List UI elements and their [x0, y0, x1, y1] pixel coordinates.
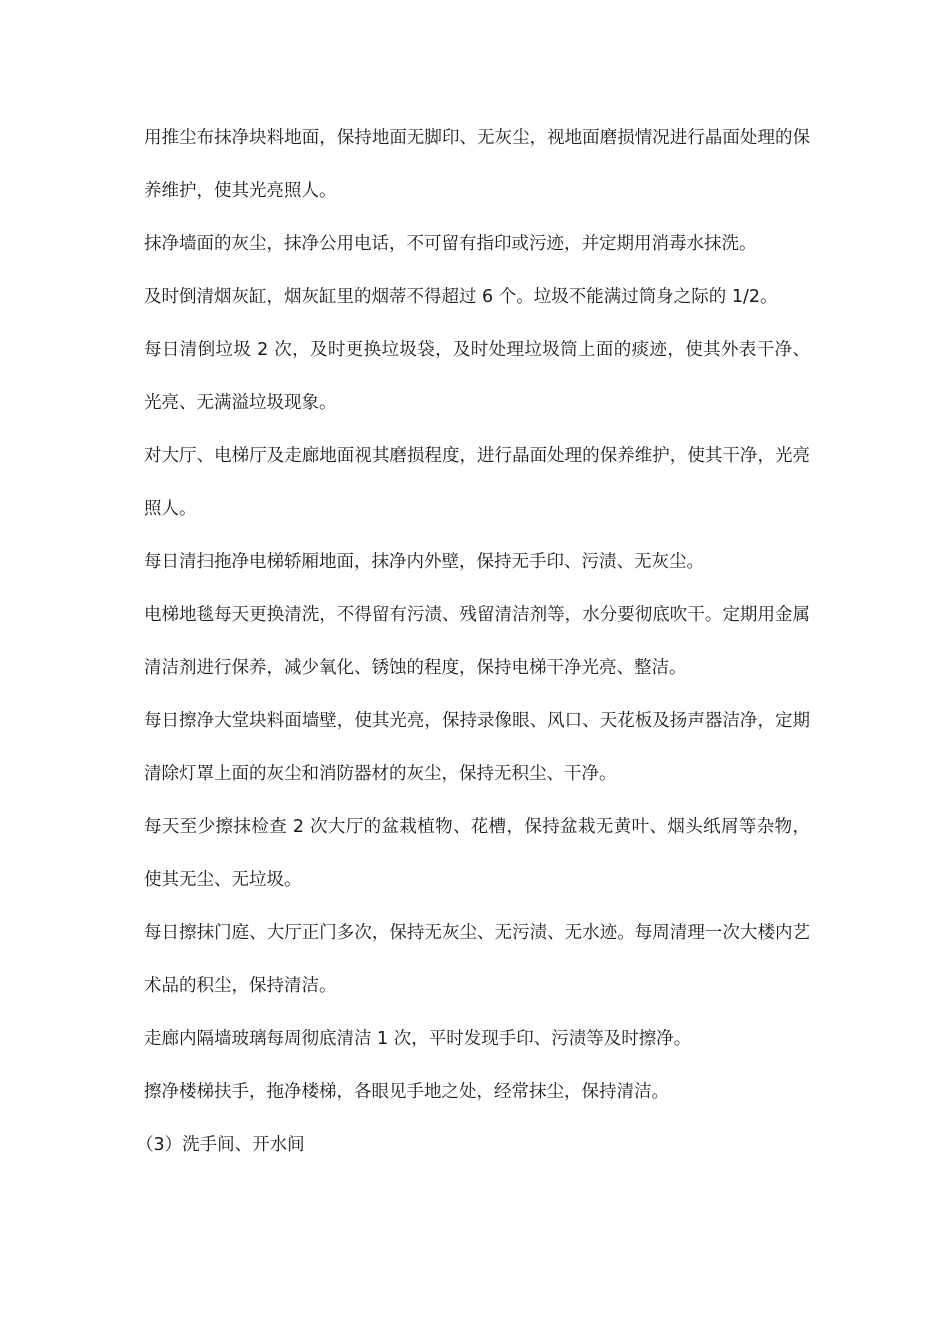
paragraph-9: 每天至少擦抹检查 2 次大厅的盆栽植物、花槽，保持盆栽无黄叶、烟头纸屑等杂物，使其无尘、无垃圾。 — [144, 817, 810, 890]
paragraph-10: 每日擦抹门庭、大厅正门多次，保持无灰尘、无污渍、无水迹。每周清理一次大楼内艺术品的积尘，保持清洁。 — [144, 923, 810, 996]
paragraph-5: 对大厅、电梯厅及走廊地面视其磨损程度，进行晶面处理的保养维护，使其干净，光亮照人。 — [144, 446, 810, 519]
paragraph-2: 抹净墙面的灰尘，抹净公用电话，不可留有指印或污迹，并定期用消毒水抹洗。 — [144, 234, 757, 254]
paragraph-7: 电梯地毯每天更换清洗，不得留有污渍、残留清洁剂等，水分要彻底吹干。定期用金属清洁剂进行保养，减少氧化、锈蚀的程度，保持电梯干净光亮、整洁。 — [144, 605, 810, 678]
paragraph-6: 每日清扫拖净电梯轿厢地面，抹净内外壁，保持无手印、污渍、无灰尘。 — [144, 552, 704, 572]
paragraph-3: 及时倒清烟灰缸，烟灰缸里的烟蒂不得超过 6 个。垃圾不能满过筒身之际的 1/2。 — [144, 287, 778, 307]
section-heading: （3）洗手间、开水间 — [136, 1135, 305, 1155]
document-body — [136, 112, 810, 1172]
paragraph-12: 擦净楼梯扶手，拖净楼梯，各眼见手地之处，经常抹尘，保持清洁。 — [144, 1082, 669, 1102]
paragraph-8: 每日擦净大堂块料面墙壁，使其光亮，保持录像眼、风口、天花板及扬声器洁净，定期清除灯罩上面的灰尘和消防器材的灰尘，保持无积尘、干净。 — [144, 711, 810, 784]
paragraph-1: 用推尘布抹净块料地面，保持地面无脚印、无灰尘，视地面磨损情况进行晶面处理的保养维护，使其光亮照人。 — [144, 128, 810, 201]
paragraph-4: 每日清倒垃圾 2 次，及时更换垃圾袋，及时处理垃圾筒上面的痰迹，使其外表干净、光亮、无满溢垃圾现象。 — [144, 340, 810, 413]
paragraph-11: 走廊内隔墙玻璃每周彻底清洁 1 次，平时发现手印、污渍等及时擦净。 — [144, 1029, 692, 1049]
